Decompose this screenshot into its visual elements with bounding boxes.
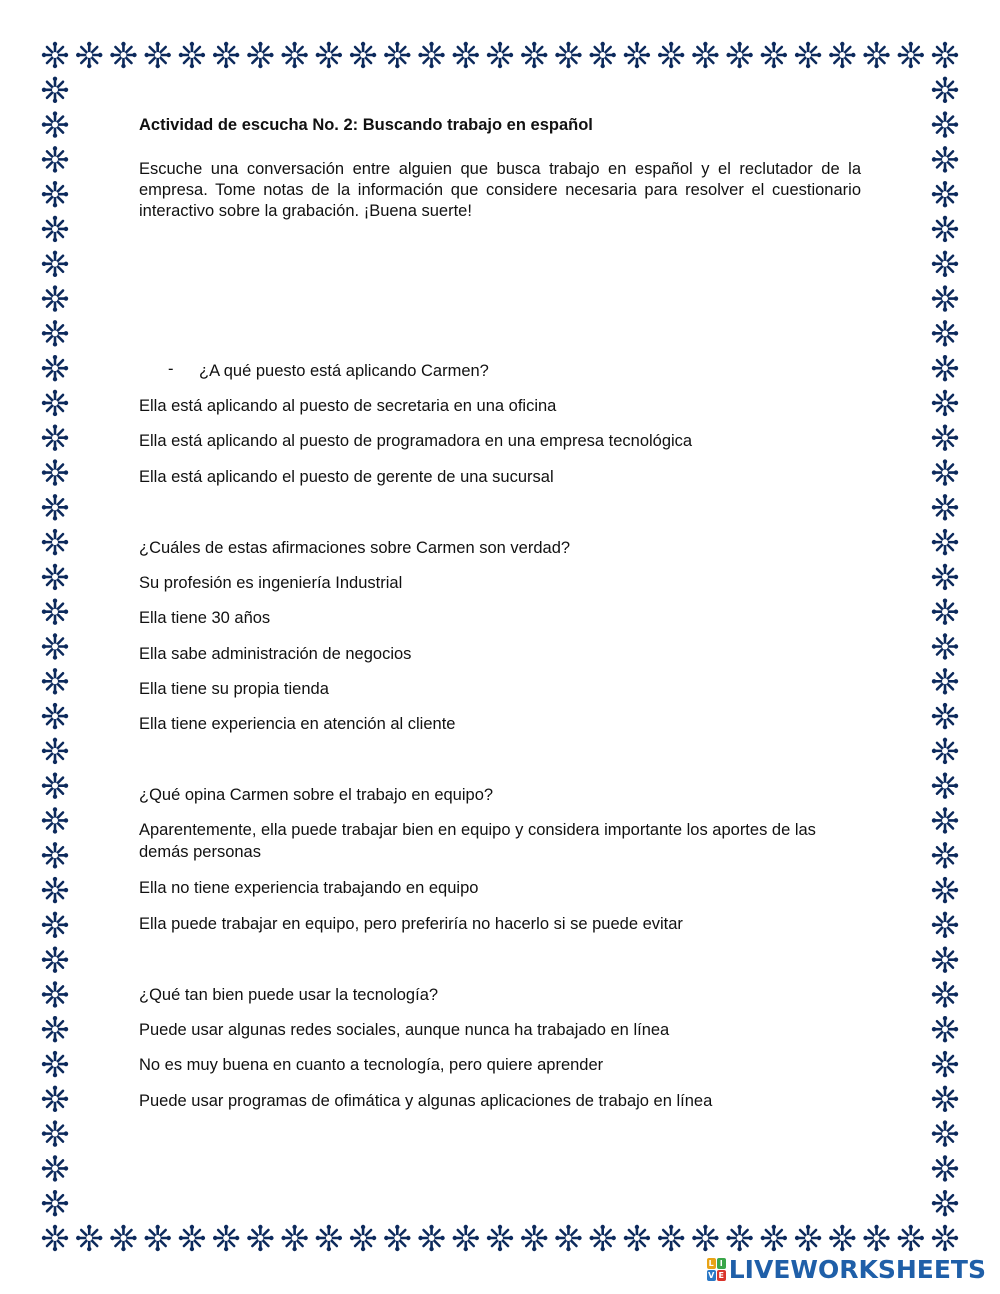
snowflake-star-icon (247, 42, 273, 68)
snowflake-star-icon (42, 1120, 68, 1146)
snowflake-star-icon (726, 1225, 752, 1251)
snowflake-star-icon (932, 494, 958, 520)
question-3: ¿Qué opina Carmen sobre el trabajo en equipo? (139, 786, 494, 804)
snowflake-star-icon (281, 42, 307, 68)
snowflake-star-icon (42, 772, 68, 798)
snowflake-star-icon (829, 1225, 855, 1251)
snowflake-star-icon (42, 668, 68, 694)
snowflake-star-icon (692, 42, 718, 68)
snowflake-star-icon (281, 1225, 307, 1251)
snowflake-star-icon (932, 703, 958, 729)
snowflake-star-icon (247, 1225, 273, 1251)
snowflake-star-icon (932, 842, 958, 868)
snowflake-star-icon (76, 42, 102, 68)
snowflake-star-icon (42, 1225, 68, 1251)
snowflake-star-icon (932, 1225, 958, 1251)
snowflake-star-icon (932, 668, 958, 694)
snowflake-star-icon (863, 42, 889, 68)
snowflake-star-icon (42, 564, 68, 590)
snowflake-star-icon (42, 285, 68, 311)
snowflake-star-icon (42, 946, 68, 972)
snowflake-star-icon (110, 1225, 136, 1251)
snowflake-star-icon (487, 1225, 513, 1251)
snowflake-star-icon (42, 181, 68, 207)
instructions-paragraph: Escuche una conversación entre alguien que busca trabajo en español y el reclutador de la empresa. Tome notas de la información que considere necesaria para resolver el cuestionario interactivo sobre la grabación. ¡Buena suerte! (139, 160, 861, 220)
snowflake-star-icon (761, 1225, 787, 1251)
snowflake-star-icon (624, 42, 650, 68)
snowflake-star-icon (795, 42, 821, 68)
snowflake-star-icon (42, 390, 68, 416)
q2-option-3[interactable]: Ella sabe administración de negocios (139, 645, 412, 663)
snowflake-star-icon (42, 494, 68, 520)
snowflake-star-icon (213, 42, 239, 68)
snowflake-star-icon (829, 42, 855, 68)
snowflake-star-icon (42, 842, 68, 868)
snowflake-star-icon (932, 738, 958, 764)
snowflake-star-icon (658, 42, 684, 68)
snowflake-star-icon (932, 146, 958, 172)
snowflake-star-icon (555, 42, 581, 68)
worksheet-title: Actividad de escucha No. 2: Buscando trabajo en español (139, 116, 593, 134)
snowflake-star-icon (42, 216, 68, 242)
snowflake-star-icon (42, 77, 68, 103)
snowflake-star-icon (932, 807, 958, 833)
snowflake-star-icon (932, 1086, 958, 1112)
snowflake-star-icon (42, 599, 68, 625)
q1-option-3[interactable]: Ella está aplicando el puesto de gerente de una sucursal (139, 468, 554, 486)
snowflake-star-icon (42, 42, 68, 68)
snowflake-star-icon (761, 42, 787, 68)
question-bullet: - (168, 360, 174, 378)
snowflake-star-icon (316, 1225, 342, 1251)
snowflake-star-icon (932, 1190, 958, 1216)
snowflake-star-icon (42, 1155, 68, 1181)
snowflake-star-icon (932, 1016, 958, 1042)
snowflake-star-icon (110, 42, 136, 68)
snowflake-star-icon (932, 981, 958, 1007)
snowflake-star-icon (932, 564, 958, 590)
snowflake-star-icon (42, 738, 68, 764)
snowflake-star-icon (350, 1225, 376, 1251)
snowflake-star-icon (932, 1155, 958, 1181)
q1-option-2[interactable]: Ella está aplicando al puesto de programadora en una empresa tecnológica (139, 432, 693, 450)
snowflake-star-icon (42, 111, 68, 137)
logo-badge-letter: E (718, 1271, 724, 1280)
snowflake-star-icon (76, 1225, 102, 1251)
snowflake-star-icon (932, 1051, 958, 1077)
question-1: ¿A qué puesto está aplicando Carmen? (199, 362, 489, 380)
snowflake-star-icon (42, 981, 68, 1007)
q2-option-4[interactable]: Ella tiene su propia tienda (139, 680, 329, 698)
snowflake-star-icon (453, 42, 479, 68)
q2-option-5[interactable]: Ella tiene experiencia en atención al cliente (139, 715, 456, 733)
snowflake-star-icon (384, 1225, 410, 1251)
logo-text: LIVEWORKSHEETS (728, 1255, 986, 1284)
snowflake-star-icon (898, 42, 924, 68)
snowflake-star-icon (932, 285, 958, 311)
snowflake-star-icon (42, 529, 68, 555)
question-2: ¿Cuáles de estas afirmaciones sobre Carmen son verdad? (139, 539, 571, 557)
snowflake-star-icon (42, 355, 68, 381)
snowflake-star-icon (384, 42, 410, 68)
snowflake-star-icon (42, 807, 68, 833)
snowflake-star-icon (932, 111, 958, 137)
snowflake-star-icon (726, 42, 752, 68)
snowflake-star-icon (418, 1225, 444, 1251)
snowflake-star-icon (42, 1190, 68, 1216)
snowflake-star-icon (179, 42, 205, 68)
snowflake-star-icon (418, 42, 444, 68)
snowflake-star-icon (658, 1225, 684, 1251)
logo-badge-letter: L (708, 1259, 714, 1268)
q4-option-2[interactable]: No es muy buena en cuanto a tecnología, pero quiere aprender (139, 1056, 604, 1074)
snowflake-star-icon (555, 1225, 581, 1251)
logo-badge-letter: I (717, 1258, 726, 1269)
snowflake-star-icon (144, 42, 170, 68)
q2-option-2[interactable]: Ella tiene 30 años (139, 609, 271, 627)
snowflake-star-icon (589, 1225, 615, 1251)
liveworksheets-logo (707, 1255, 986, 1284)
snowflake-star-icon (692, 1225, 718, 1251)
snowflake-star-icon (932, 77, 958, 103)
snowflake-star-icon (932, 912, 958, 938)
snowflake-star-icon (898, 1225, 924, 1251)
snowflake-star-icon (795, 1225, 821, 1251)
snowflake-star-icon (863, 1225, 889, 1251)
snowflake-star-icon (144, 1225, 170, 1251)
snowflake-star-icon (316, 42, 342, 68)
snowflake-star-icon (589, 42, 615, 68)
snowflake-star-icon (487, 42, 513, 68)
snowflake-star-icon (42, 703, 68, 729)
snowflake-star-icon (42, 459, 68, 485)
snowflake-star-icon (932, 42, 958, 68)
snowflake-star-icon (213, 1225, 239, 1251)
snowflake-star-icon (42, 425, 68, 451)
snowflake-star-icon (932, 355, 958, 381)
snowflake-star-icon (932, 946, 958, 972)
q3-option-2[interactable]: Ella no tiene experiencia trabajando en equipo (139, 879, 479, 897)
snowflake-star-icon (932, 772, 958, 798)
snowflake-star-icon (42, 1086, 68, 1112)
snowflake-star-icon (932, 425, 958, 451)
snowflake-star-icon (932, 877, 958, 903)
snowflake-star-icon (42, 877, 68, 903)
snowflake-star-icon (932, 181, 958, 207)
q3-option-1[interactable]: Aparentemente, ella puede trabajar bien en equipo y considera importante los aportes de las demás personas (139, 821, 816, 861)
question-4: ¿Qué tan bien puede usar la tecnología? (139, 986, 439, 1004)
q2-option-1[interactable]: Su profesión es ingeniería Industrial (139, 574, 403, 592)
snowflake-star-icon (932, 320, 958, 346)
logo-badge-letter: V (708, 1271, 715, 1280)
snowflake-star-icon (42, 146, 68, 172)
snowflake-star-icon (932, 216, 958, 242)
q4-option-3[interactable]: Puede usar programas de ofimática y algunas aplicaciones de trabajo en línea (139, 1092, 713, 1110)
snowflake-star-icon (521, 1225, 547, 1251)
snowflake-star-icon (42, 251, 68, 277)
snowflake-star-icon (624, 1225, 650, 1251)
snowflake-star-icon (42, 1016, 68, 1042)
q1-option-1[interactable]: Ella está aplicando al puesto de secretaria en una oficina (139, 397, 557, 415)
snowflake-star-icon (350, 42, 376, 68)
snowflake-star-icon (42, 1051, 68, 1077)
snowflake-star-icon (42, 912, 68, 938)
snowflake-star-icon (179, 1225, 205, 1251)
snowflake-star-icon (42, 320, 68, 346)
snowflake-star-icon (932, 251, 958, 277)
snowflake-star-icon (932, 529, 958, 555)
snowflake-star-icon (932, 633, 958, 659)
logo-badge (707, 1258, 726, 1281)
snowflake-star-icon (932, 459, 958, 485)
snowflake-star-icon (453, 1225, 479, 1251)
snowflake-star-icon (932, 390, 958, 416)
snowflake-star-icon (42, 633, 68, 659)
q4-option-1[interactable]: Puede usar algunas redes sociales, aunque nunca ha trabajado en línea (139, 1021, 670, 1039)
snowflake-star-icon (932, 599, 958, 625)
q3-option-3[interactable]: Ella puede trabajar en equipo, pero preferiría no hacerlo si se puede evitar (139, 915, 683, 933)
snowflake-star-icon (932, 1120, 958, 1146)
snowflake-star-icon (521, 42, 547, 68)
